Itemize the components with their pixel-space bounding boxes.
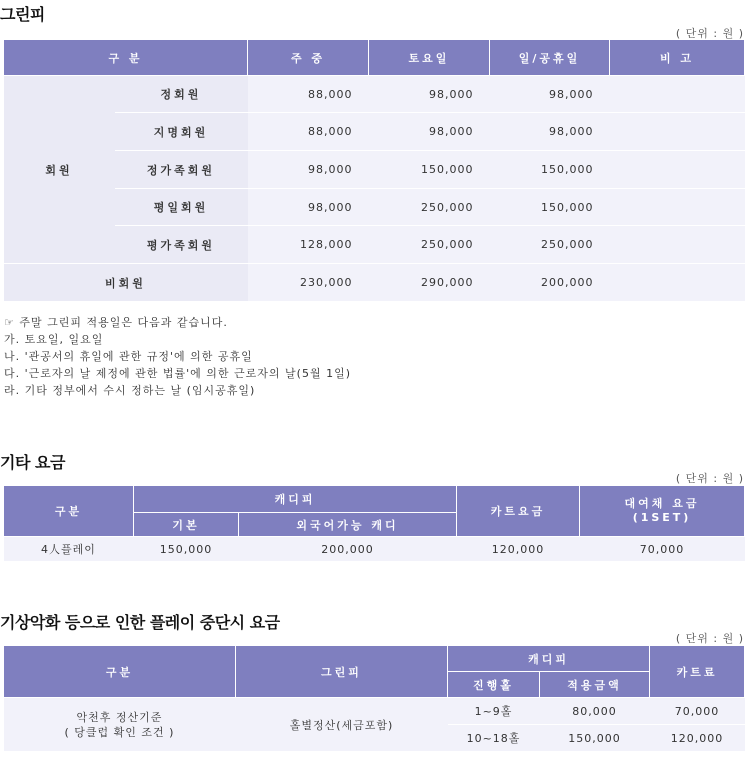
other-fees-title: 기타 요금 [0, 453, 65, 472]
table-row [4, 226, 745, 264]
header-cart-fee: 카트요금 [457, 486, 580, 537]
header-rental-fee: 대여채 요금 (1SET) [580, 486, 745, 537]
greenfee-table [3, 39, 745, 302]
table-row [4, 189, 745, 226]
saturday-fee: 98,000 [369, 113, 490, 151]
table-row [4, 113, 745, 151]
table-row [4, 264, 745, 302]
weekday-fee: 230,000 [248, 264, 369, 302]
weekday-fee: 98,000 [248, 151, 369, 189]
remarks [610, 264, 745, 302]
remarks [610, 151, 745, 189]
note-line: 다. '근로자의 날 제정에 관한 법률'에 의한 근로자의 날(5월 1일) [4, 367, 351, 380]
note-line: 가. 토요일, 일요일 [4, 333, 104, 346]
member-type: 평가족회원 [115, 226, 248, 264]
weather-stop-unit: ( 단위 : 원 ) [675, 632, 744, 645]
header-cart-fee: 카트료 [650, 646, 745, 698]
table-row [4, 698, 745, 725]
weekday-fee: 88,000 [248, 76, 369, 113]
saturday-fee: 250,000 [369, 189, 490, 226]
header-gubun: 구분 [4, 646, 236, 698]
table-row [4, 537, 745, 562]
other-fees-unit: ( 단위 : 원 ) [675, 472, 744, 485]
weekday-fee: 98,000 [248, 189, 369, 226]
header-greenfee: 그린피 [236, 646, 448, 698]
weather-settlement-label: 악천후 정산기준 ( 당클럽 확인 조건 ) [4, 698, 236, 752]
header-sunday-holiday: 일/공휴일 [490, 40, 610, 76]
weather-stop-title: 기상악화 등으로 인한 플레이 중단시 요금 [0, 613, 280, 632]
applied-amount: 80,000 [540, 698, 650, 725]
header-remarks: 비 고 [610, 40, 745, 76]
weekday-fee: 88,000 [248, 113, 369, 151]
cart-fee: 70,000 [650, 698, 745, 725]
holes-played: 10~18홀 [448, 725, 540, 752]
weather-greenfee-rule: 홀별정산(세금포함) [236, 698, 448, 752]
header-gubun: 구 분 [4, 40, 248, 76]
remarks [610, 76, 745, 113]
greenfee-unit: ( 단위 : 원 ) [675, 27, 744, 40]
greenfee-title: 그린피 [0, 5, 45, 24]
basic-caddie-fee: 150,000 [134, 537, 239, 562]
saturday-fee: 98,000 [369, 76, 490, 113]
member-group-label: 회원 [4, 76, 115, 264]
header-weekday: 주 중 [248, 40, 369, 76]
saturday-fee: 250,000 [369, 226, 490, 264]
saturday-fee: 290,000 [369, 264, 490, 302]
header-caddie-fee: 캐디피 [448, 646, 650, 672]
nonmember-label: 비회원 [4, 264, 248, 302]
applied-amount: 150,000 [540, 725, 650, 752]
weather-stop-table [3, 645, 745, 752]
sunday-fee: 150,000 [490, 151, 610, 189]
holes-played: 1~9홀 [448, 698, 540, 725]
weekend-notes [4, 314, 351, 399]
rental-fee: 70,000 [580, 537, 745, 562]
sunday-fee: 200,000 [490, 264, 610, 302]
sunday-fee: 98,000 [490, 113, 610, 151]
play-type: 4人플레이 [4, 537, 134, 562]
member-type: 정가족회원 [115, 151, 248, 189]
note-line: ☞ 주말 그린피 적용일은 다음과 같습니다. [4, 316, 228, 329]
cart-fee: 120,000 [650, 725, 745, 752]
remarks [610, 226, 745, 264]
weekday-fee: 128,000 [248, 226, 369, 264]
member-type: 지명회원 [115, 113, 248, 151]
saturday-fee: 150,000 [369, 151, 490, 189]
remarks [610, 113, 745, 151]
note-line: 라. 기타 정부에서 수시 정하는 날 (임시공휴일) [4, 384, 256, 397]
sunday-fee: 150,000 [490, 189, 610, 226]
header-applied-amount: 적용금액 [540, 672, 650, 698]
member-type: 평일회원 [115, 189, 248, 226]
foreign-caddie-fee: 200,000 [239, 537, 457, 562]
sunday-fee: 98,000 [490, 76, 610, 113]
header-basic: 기본 [134, 513, 239, 537]
header-gubun: 구분 [4, 486, 134, 537]
note-line: 나. '관공서의 휴일에 관한 규정'에 의한 공휴일 [4, 350, 253, 363]
greenfee-header-row [4, 40, 745, 76]
sunday-fee: 250,000 [490, 226, 610, 264]
table-row [4, 76, 745, 113]
header-saturday: 토요일 [369, 40, 490, 76]
remarks [610, 189, 745, 226]
cart-fee: 120,000 [457, 537, 580, 562]
header-holes-played: 진행홀 [448, 672, 540, 698]
member-type: 정회원 [115, 76, 248, 113]
header-caddie-fee: 캐디피 [134, 486, 457, 513]
header-foreign-caddie: 외국어가능 캐디 [239, 513, 457, 537]
other-fees-table [3, 485, 745, 562]
table-row [4, 151, 745, 189]
